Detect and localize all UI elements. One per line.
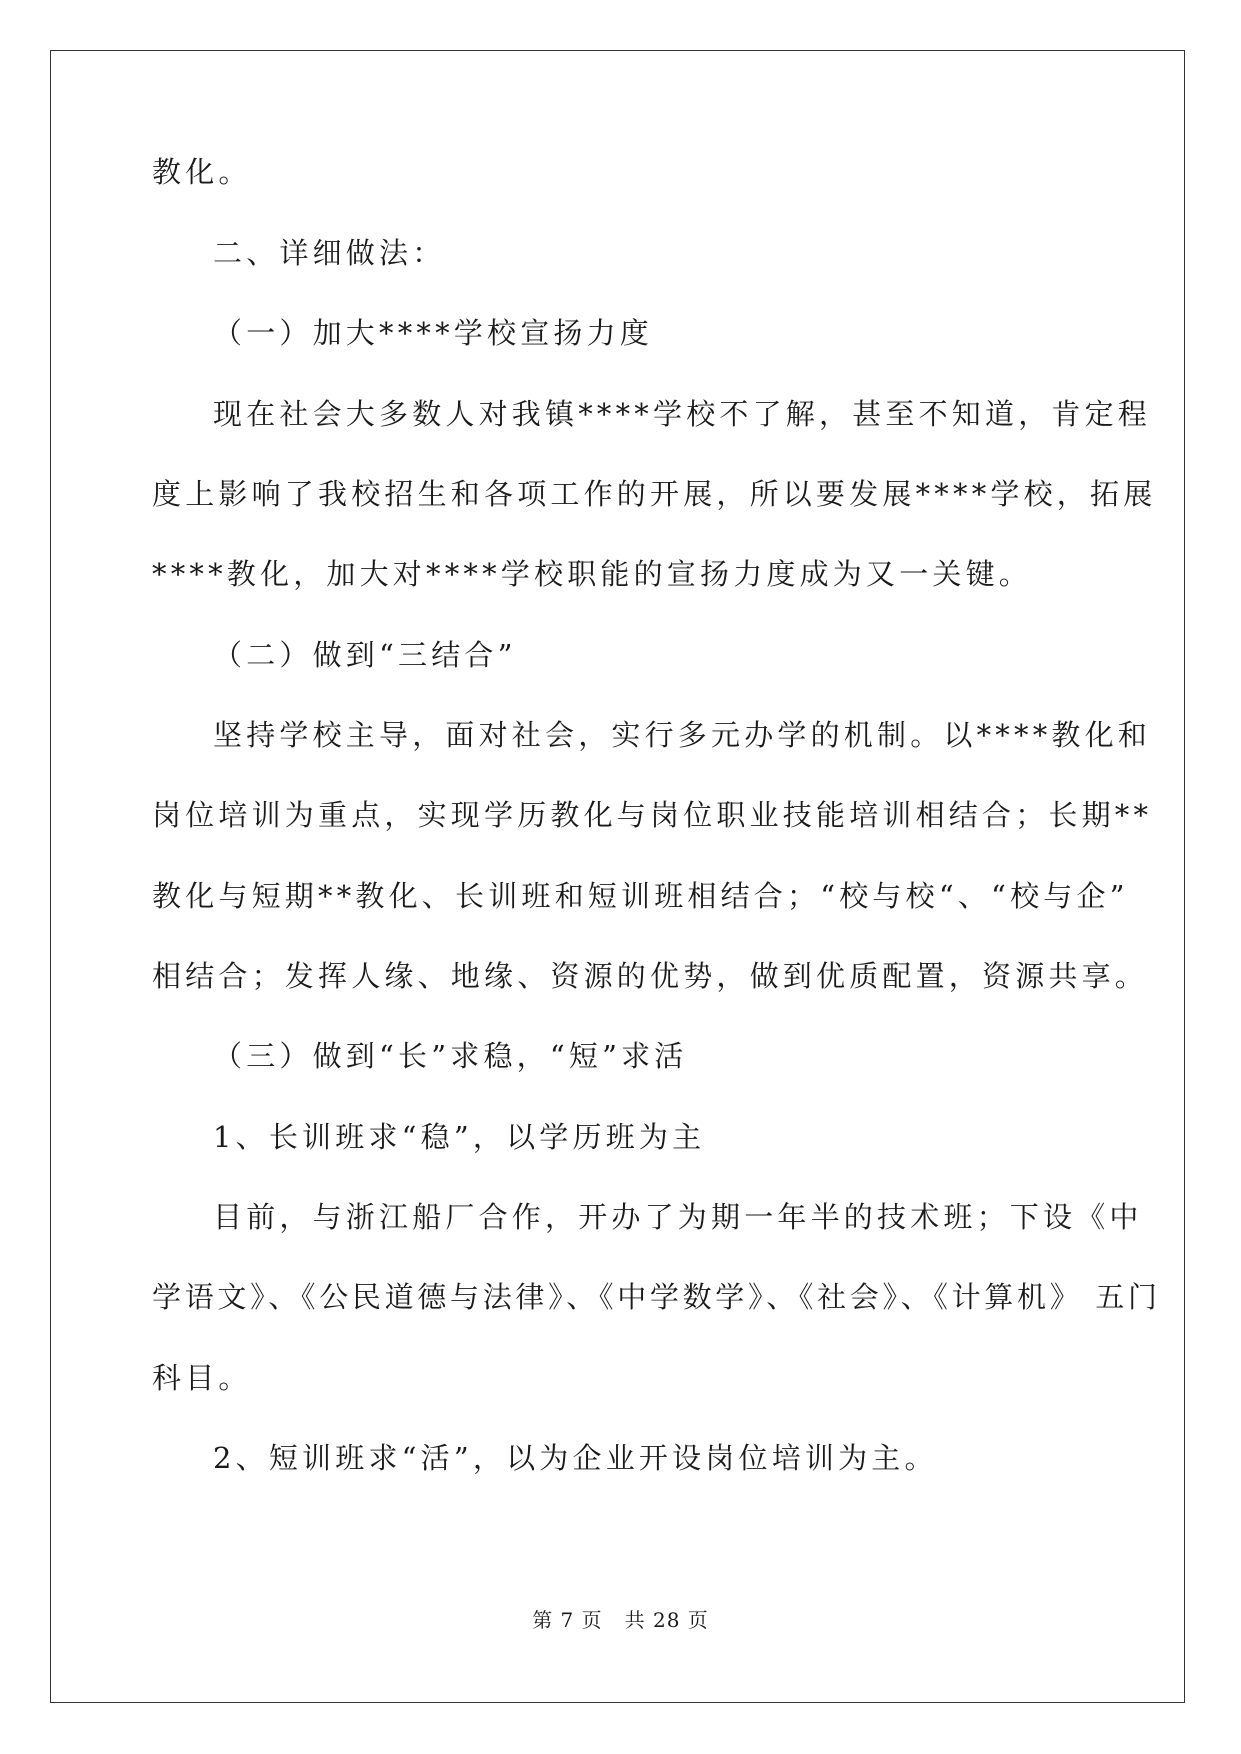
paragraph-line: ****教化，加大对****学校职能的宣扬力度成为又一关键。 (152, 557, 1033, 591)
subsection-heading: （二）做到“三结合” (213, 638, 517, 672)
paragraph-line: 坚持学校主导，面对社会，实行多元办学的机制。以****教化和 (213, 718, 1152, 752)
paragraph-line: 学语文》、《公民道德与法律》、《中学数学》、《社会》、《计算机》 五门 (152, 1280, 1161, 1314)
paragraph-continuation: 教化。 (152, 155, 252, 189)
page-total: 共 28 页 (624, 1608, 709, 1632)
subsection-heading: （一）加大****学校宣扬力度 (213, 316, 654, 350)
paragraph-line: 教化与短期**教化、长训班和短训班相结合；“校与校“、“校与企” (152, 879, 1129, 913)
paragraph-line: 岗位培训为重点，实现学历教化与岗位职业技能培训相结合；长期** (152, 798, 1153, 832)
subsection-heading: （三）做到“长”求稳，“短”求活 (213, 1039, 688, 1073)
paragraph-line: 现在社会大多数人对我镇****学校不了解，甚至不知道，肯定程 (213, 397, 1152, 431)
paragraph-line: 相结合；发挥人缘、地缘、资源的优势，做到优质配置，资源共享。 (152, 959, 1149, 993)
paragraph-line: 目前，与浙江船厂合作，开办了为期一年半的技术班；下设《中 (213, 1200, 1143, 1234)
list-item-heading: 2、短训班求“活”，以为企业开设岗位培训为主。 (213, 1441, 938, 1475)
paragraph-line: 科目。 (152, 1361, 252, 1395)
paragraph-line: 度上影响了我校招生和各项工作的开展，所以要发展****学校，拓展 (152, 477, 1157, 511)
list-item-heading: 1、长训班求“稳”，以学历班为主 (213, 1120, 706, 1154)
page-number: 第 7 页 (532, 1608, 603, 1632)
page-footer (0, 1608, 1241, 1632)
section-heading: 二、详细做法： (213, 236, 446, 270)
